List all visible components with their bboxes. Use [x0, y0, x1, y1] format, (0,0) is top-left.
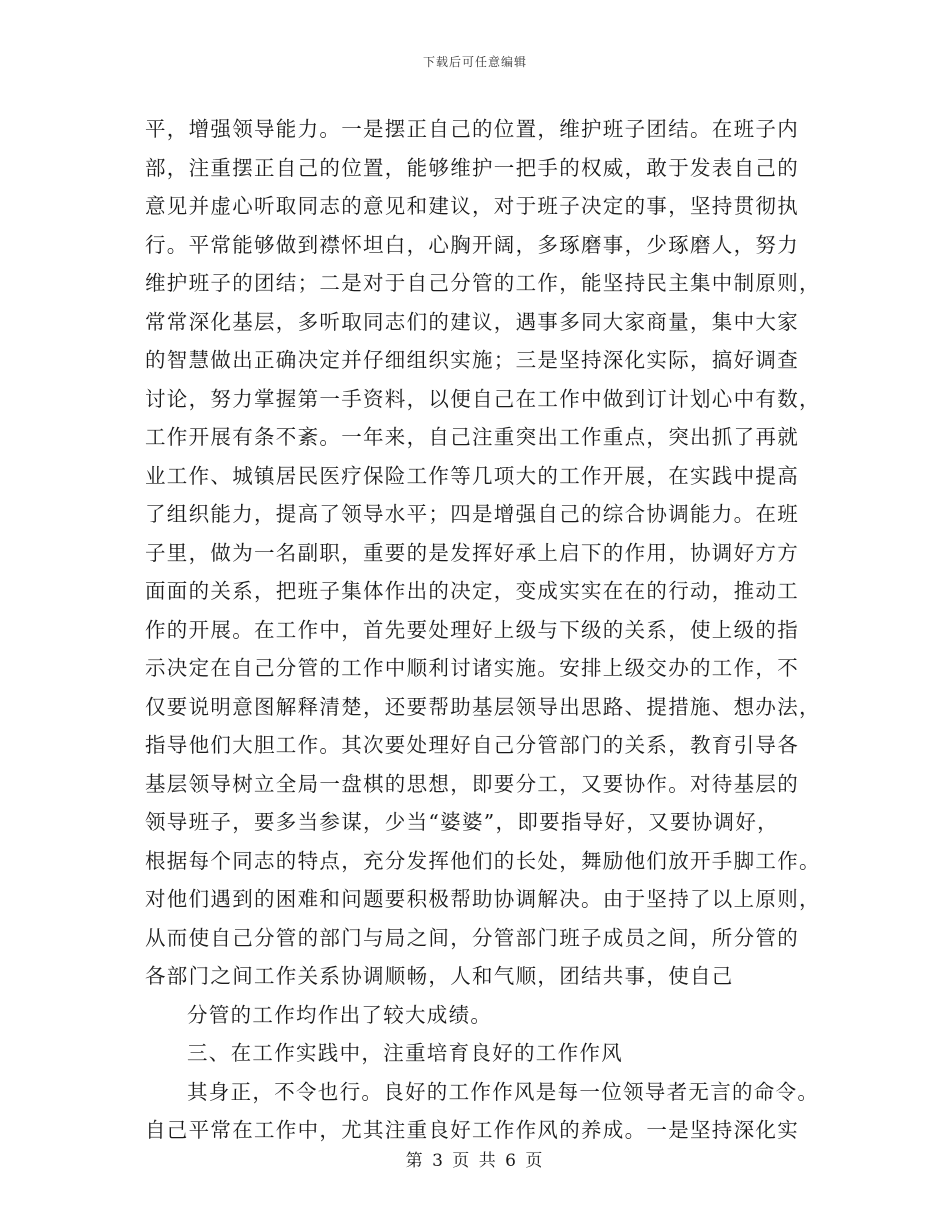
paragraph-line: 领导班子，要多当参谋，少当“婆婆”，即要指导好，又要协调好，: [145, 810, 779, 834]
paragraph-line: 对他们遇到的困难和问题要积极帮助协调解决。由于坚持了以上原则，: [145, 887, 821, 911]
paragraph-line: 分管的工作均作出了较大成绩。: [187, 1002, 493, 1027]
paragraph-line: 各部门之间工作关系协调顺畅，人和气顺，团结共事，使自己: [145, 964, 734, 988]
paragraph-line: 部，注重摆正自己的位置，能够维护一把手的权威，敢于发表自己的: [145, 155, 799, 180]
paragraph-line: 仅要说明意图解释清楚，还要帮助基层领导出思路、提措施、想办法，: [145, 694, 821, 719]
section-heading: 三、在工作实践中，注重培育良好的工作作风: [187, 1041, 623, 1065]
paragraph-line: 常常深化基层，多听取同志们的建议，遇事多同大家商量，集中大家: [145, 309, 799, 334]
paragraph-line: 根据每个同志的特点，充分发挥他们的长处，舞励他们放开手脚工作。: [145, 848, 821, 873]
paragraph-line: 业工作、城镇居民医疗保险工作等几项大的工作开展，在实践中提高: [145, 463, 799, 488]
paragraph-line: 作的开展。在工作中，首先要处理好上级与下级的关系，使上级的指: [145, 617, 799, 642]
paragraph-line: 子里，做为一名副职，重要的是发挥好承上启下的作用，协调好方方: [145, 540, 799, 565]
paragraph-line: 面面的关系，把班子集体作出的决定，变成实实在在的行动，推动工: [145, 579, 799, 603]
page-header: 下载后可任意编辑: [422, 55, 527, 69]
paragraph-line: 的智慧做出正确决定并仔细组织实施；三是坚持深化实际，搞好调查: [145, 348, 799, 372]
paragraph-line: 其身正，不令也行。良好的工作作风是每一位领导者无言的命令。: [187, 1079, 820, 1104]
paragraph-line: 示决定在自己分管的工作中顺利讨诸实施。安排上级交办的工作，不: [145, 656, 799, 680]
document-body: [145, 110, 821, 1150]
paragraph-line: 行。平常能够做到襟怀坦白，心胸开阔，多琢磨事，少琢磨人，努力: [145, 232, 799, 257]
paragraph-line: 维护班子的团结；二是对于自己分管的工作，能坚持民主集中制原则，: [145, 271, 821, 295]
paragraph-line: 讨论，努力掌握第一手资料，以便自己在工作中做到订计划心中有数，: [145, 386, 821, 411]
paragraph-line: 自己平常在工作中，尤其注重良好工作作风的养成。一是坚持深化实: [145, 1118, 799, 1142]
paragraph-line: 从而使自己分管的部门与局之间，分管部门班子成员之间，所分管的: [145, 925, 799, 950]
paragraph-line: 工作开展有条不紊。一年来，自己注重突出工作重点，突出抓了再就: [145, 425, 799, 449]
paragraph-line: 基层领导树立全局一盘棋的思想，即要分工，又要协作。对待基层的: [145, 771, 799, 796]
paragraph-line: 平，增强领导能力。一是摆正自己的位置，维护班子团结。在班子内: [145, 117, 799, 141]
page-number: 第 3 页 共 6 页: [405, 1151, 545, 1171]
paragraph-line: 了组织能力，提高了领导水平；四是增强自己的综合协调能力。在班: [145, 502, 799, 526]
paragraph-line: 意见并虚心听取同志的意见和建议，对于班子决定的事，坚持贯彻执: [145, 194, 799, 218]
paragraph-line: 指导他们大胆工作。其次要处理好自己分管部门的关系，教育引导各: [145, 733, 799, 757]
